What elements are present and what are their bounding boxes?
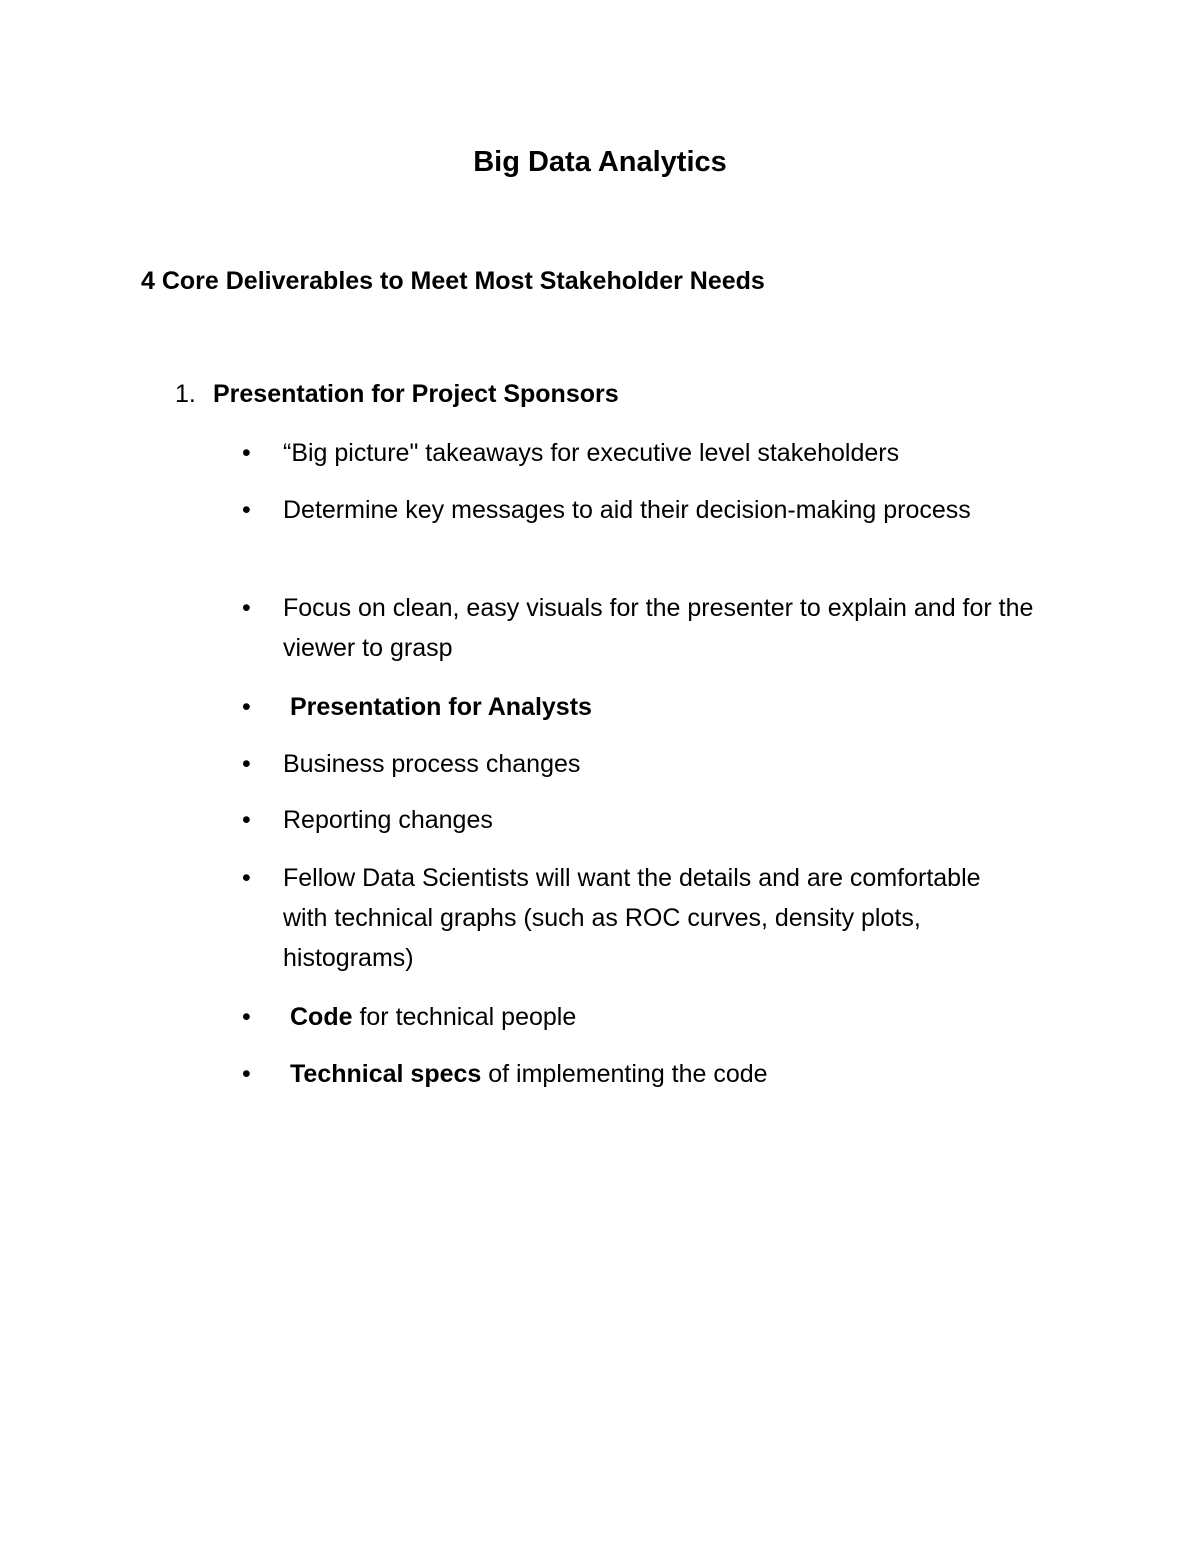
bullet-icon: • [242,693,251,721]
list-item-text: Focus on clean, easy visuals for the presenter to explain and for the viewer to grasp [283,594,1034,662]
bullet-icon: • [242,750,251,778]
list-item [242,490,982,530]
page-title: Big Data Analytics [473,146,727,178]
section-heading: 4 Core Deliverables to Meet Most Stakeholder Needs [141,267,765,295]
list-item-bold-text: Presentation for Analysts [290,693,592,721]
bullet-icon: • [242,496,251,524]
numbered-item-label: Presentation for Project Sponsors [213,380,619,408]
list-item-text: Fellow Data Scientists will want the details and are comfortable with technical graphs (such as ROC curves, density plots, histograms) [283,864,981,972]
list-item-text: Business process changes [283,750,581,778]
list-item [242,800,1062,840]
bullet-icon: • [242,864,251,892]
bullet-icon: • [242,1060,251,1088]
list-item-text: “Big picture" takeaways for executive level stakeholders [283,439,900,467]
bullet-icon: • [242,1003,251,1031]
list-item-text: of implementing the code [481,1060,768,1088]
list-item-bold-text: Code [290,1003,353,1031]
list-item-bold-text: Technical specs [290,1060,482,1088]
list-item [242,858,1022,978]
list-item [242,687,1062,727]
list-item-text: Determine key messages to aid their decision-making process [283,496,971,524]
list-item [242,744,1062,784]
list-item [242,433,1062,473]
bullet-icon: • [242,594,251,622]
list-item [242,1054,1062,1094]
list-item-text: for technical people [352,1003,577,1031]
bullet-icon: • [242,439,251,467]
list-item-text: Reporting changes [283,806,493,834]
numbered-item-1 [175,376,619,412]
bullet-icon: • [242,806,251,834]
list-number: 1. [175,380,196,408]
list-item [242,997,1062,1037]
list-item [242,588,1072,668]
